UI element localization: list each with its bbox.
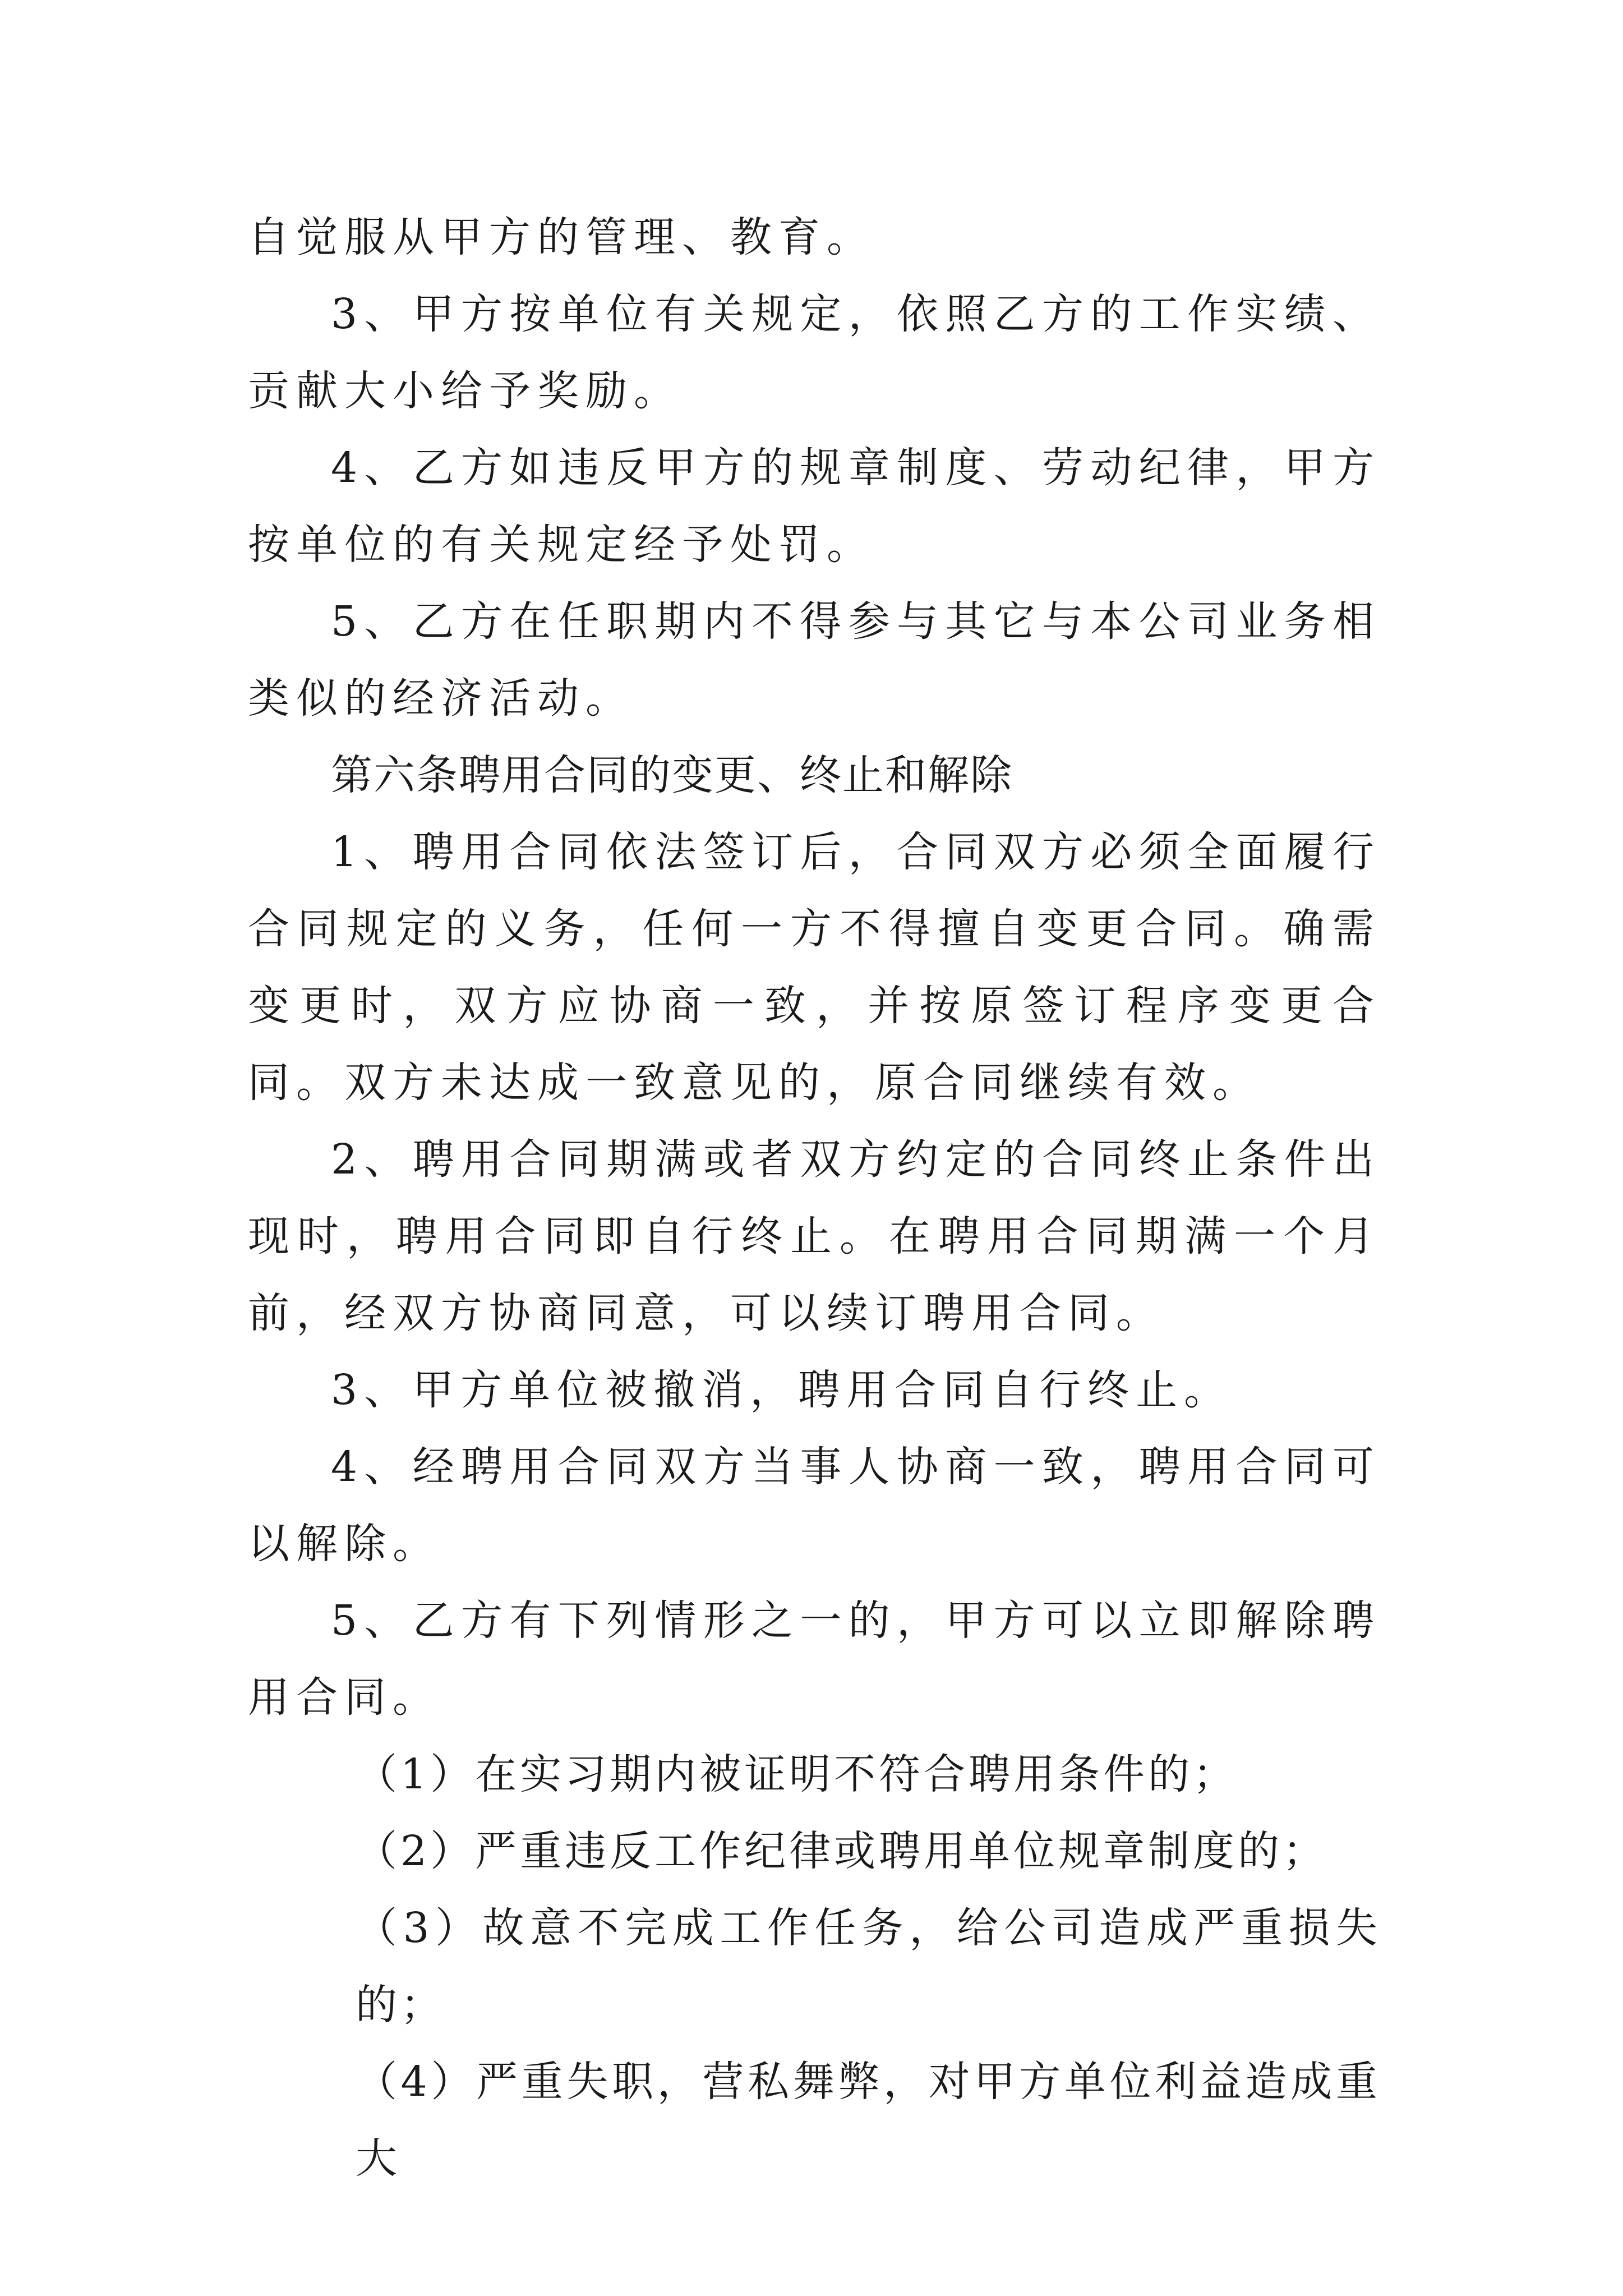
sub-item-2: （2）严重违反工作纪律或聘用单位规章制度的； xyxy=(356,1827,1328,1875)
article-6-item-1: 1、聘用合同依法签订后，合同双方必须全面履行合同规定的义务，任何一方不得擅自变更合同。确需变更时，双方应协商一致，并按原签订程序变更合同。双方未达成一致意见的，原合同继续有效。 xyxy=(248,828,1381,1107)
article-6-item-3: 3、甲方单位被撤消，聘用合同自行终止。 xyxy=(331,1366,1233,1414)
sub-item-4: （4）严重失职，营私舞弊，对甲方单位利益造成重大 xyxy=(356,2058,1381,2183)
sub-item-1: （1）在实习期内被证明不符合聘用条件的； xyxy=(356,1750,1238,1798)
sub-item-3: （3）故意不完成工作任务，给公司造成严重损失的； xyxy=(356,1904,1381,2029)
paragraph-continuation: 自觉服从甲方的管理、教育。 xyxy=(248,213,875,261)
article-6-heading: 第六条聘用合同的变更、终止和解除 xyxy=(331,751,1013,799)
clause-item-4: 4、乙方如违反甲方的规章制度、劳动纪律，甲方按单位的有关规定经予处罚。 xyxy=(248,444,1381,569)
article-6-item-5: 5、乙方有下列情形之一的，甲方可以立即解除聘用合同。 xyxy=(248,1596,1381,1722)
clause-item-3: 3、甲方按单位有关规定，依照乙方的工作实绩、贡献大小给予奖励。 xyxy=(248,290,1381,415)
article-6-item-2: 2、聘用合同期满或者双方约定的合同终止条件出现时，聘用合同即自行终止。在聘用合同期满一个月前，经双方协商同意，可以续订聘用合同。 xyxy=(248,1135,1381,1337)
article-6-item-4: 4、经聘用合同双方当事人协商一致，聘用合同可以解除。 xyxy=(248,1443,1381,1568)
clause-item-5: 5、乙方在任职期内不得参与其它与本公司业务相类似的经济活动。 xyxy=(248,597,1381,723)
document-body xyxy=(248,199,1381,2197)
